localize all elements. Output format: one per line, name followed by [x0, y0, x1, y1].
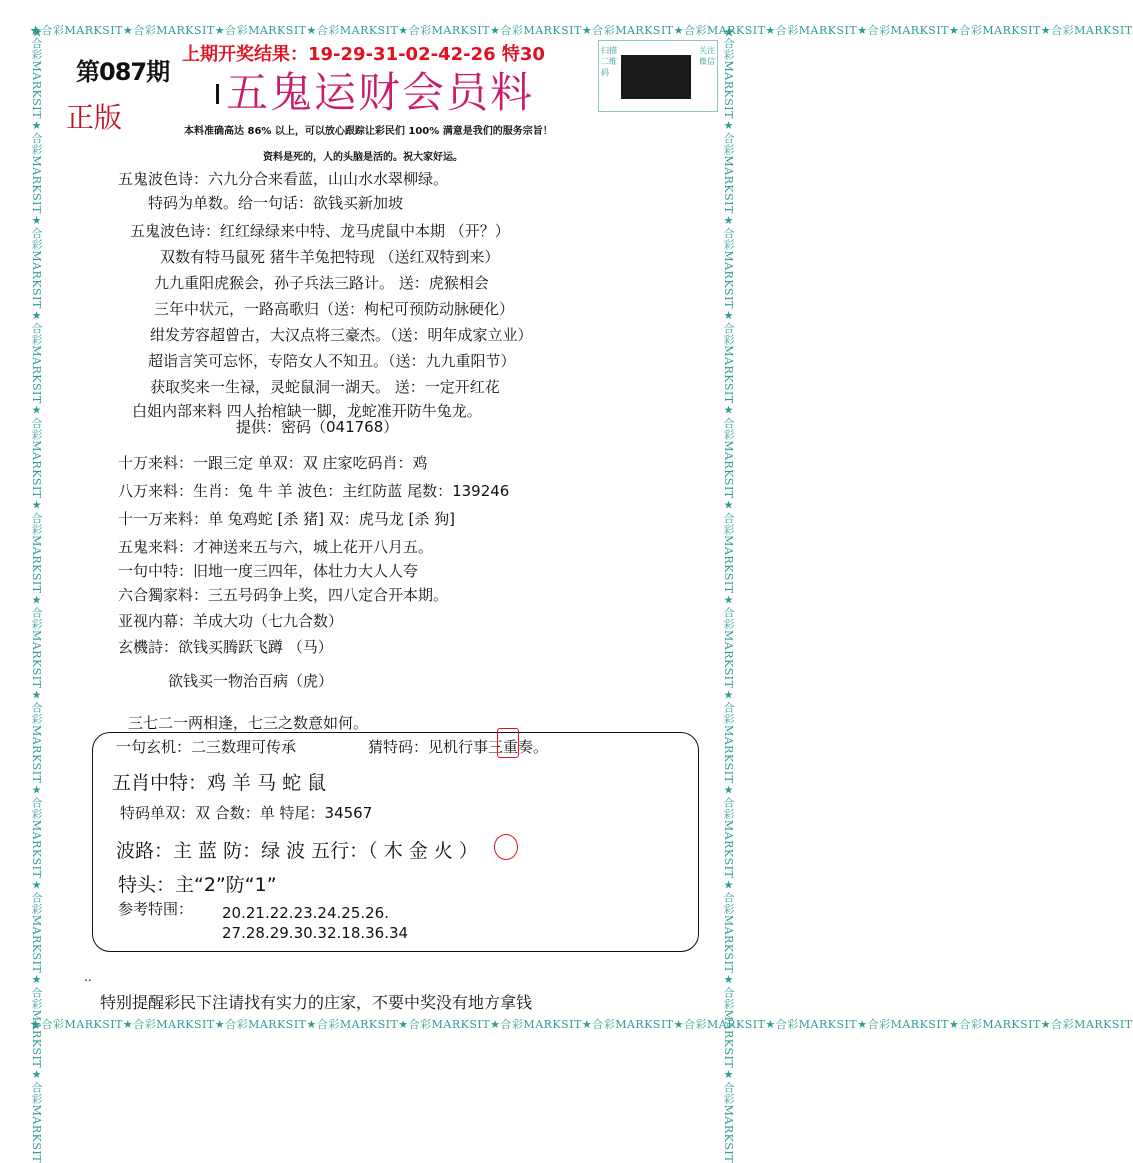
tip-line: 一句中特：旧地一度三四年，体壮力大人人夸 — [118, 562, 419, 580]
tip-line: 十万来料：一跟三定 单双：双 庄家吃码肖：鸡 — [118, 454, 428, 472]
tip-line: 玄機詩：欲钱买腾跃飞蹲 （马） — [118, 638, 333, 656]
brand-title: 五鬼运财会员料 — [226, 68, 535, 117]
closing-reminder: 特别提醒彩民下注请找有实力的庄家，不要中奖没有地方拿钱 — [100, 993, 533, 1012]
five-zodiac-line: 五肖中特：鸡 羊 马 蛇 鼠 — [112, 772, 327, 794]
tip-line: 欲钱买一物治百病（虎） — [168, 672, 334, 690]
red-circle-mark — [494, 834, 518, 860]
qr-left-caption: 扫描二维码 — [601, 46, 617, 77]
tip-line: 十一万来料：单 兔鸡蛇 [杀 猪] 双：虎马龙 [杀 狗] — [118, 510, 456, 528]
poem-line: 双数有特马鼠死 猪牛羊兔把特现 （送红双特到来） — [160, 248, 500, 266]
poem-line: 获取奖来一生禄，灵蛇鼠洞一湖天。 送：一定开红花 — [150, 378, 500, 396]
accuracy-note: 本料准确高达 86% 以上，可以放心跟踪让彩民们 100% 满意是我们的服务宗旨！ — [184, 126, 553, 137]
poem-line: 超诣言笑可忘怀，专陪女人不知丑。（送：九九重阳节） — [148, 352, 516, 370]
qr-code-icon — [621, 55, 691, 99]
tip-line: 五鬼来料：才神送来五与六，城上花开八月五。 — [118, 538, 434, 556]
brand-divider — [216, 84, 219, 104]
qr-code-panel — [598, 40, 718, 112]
guess-line: 猜特码：见机行事三重奏。 — [368, 738, 549, 756]
riddle-line: 一句玄机：二三数理可传承 — [116, 738, 297, 756]
edition-label: 正版 — [66, 101, 123, 134]
poem-line: 提供：密码（041768） — [236, 418, 399, 436]
poem-line: 五鬼波色诗：六九分合来看蓝，山山水水翠柳绿。 — [118, 170, 449, 188]
poem-line: 特码为单数。给一句话：欲钱买新加坡 — [148, 194, 404, 212]
poem-line: 绀发芳容超曾古，大汉点将三豪杰。（送：明年成家立业） — [150, 326, 533, 344]
wave-line: 波路：主 蓝 防：绿 波 五行：（ 木 金 火 ） — [116, 840, 478, 862]
tip-line: 亚视内幕：羊成大功（七九合数） — [118, 612, 344, 630]
red-circle-mark — [497, 728, 519, 758]
decorative-dots: .. — [84, 970, 92, 984]
reference-label: 参考特围： — [118, 900, 194, 918]
reference-row: 27.28.29.30.32.18.36.34 — [222, 924, 409, 942]
poem-line: 三年中状元，一路高歌归（送：枸杞可预防动脉硬化） — [154, 300, 515, 318]
good-luck-note: 资料是死的，人的头脑是活的。祝大家好运。 — [263, 152, 463, 163]
previous-result: 上期开奖结果：19-29-31-02-42-26 特30 — [182, 44, 545, 65]
border-bottom-pattern: ★合彩MARKSIT★合彩MARKSIT★合彩MARKSIT★合彩MARKSIT★合彩MARKSIT★合彩MARKSIT★合彩MARKSIT★合彩MARKSIT★合彩MARKSIT★合彩MARKSIT★合彩MARKSIT★合彩MARKSIT — [30, 1018, 1133, 1031]
poem-line: 五鬼波色诗：红红绿绿来中特、龙马虎鼠中本期 （开？） — [130, 222, 510, 240]
border-top-pattern: ★合彩MARKSIT★合彩MARKSIT★合彩MARKSIT★合彩MARKSIT★合彩MARKSIT★合彩MARKSIT★合彩MARKSIT★合彩MARKSIT★合彩MARKSIT★合彩MARKSIT★合彩MARKSIT★合彩MARKSIT — [30, 24, 1133, 37]
head-line: 特头：主“2”防“1” — [118, 874, 277, 896]
tip-line: 六合獨家料：三五号码争上奖，四八定合开本期。 — [118, 586, 449, 604]
qr-right-caption: 关注微信 — [699, 46, 715, 66]
tip-line: 八万来料：生肖：兔 牛 羊 波色：主红防蓝 尾数：139246 — [118, 482, 510, 500]
border-right-pattern: ★合彩MARKSIT★合彩MARKSIT★合彩MARKSIT★合彩MARKSIT★合彩MARKSIT★合彩MARKSIT★合彩MARKSIT★合彩MARKSIT★合彩MARKSIT★合彩MARKSIT★合彩MARKSIT★合彩MARKSIT — [722, 26, 735, 1163]
reference-row: 20.21.22.23.24.25.26. — [222, 904, 389, 922]
poem-line: 白姐内部来料 四人抬棺缺一脚，龙蛇准开防牛兔龙。 — [132, 402, 482, 420]
issue-number: 第087期 — [76, 58, 170, 86]
border-left-pattern: ★合彩MARKSIT★合彩MARKSIT★合彩MARKSIT★合彩MARKSIT★合彩MARKSIT★合彩MARKSIT★合彩MARKSIT★合彩MARKSIT★合彩MARKSIT★合彩MARKSIT★合彩MARKSIT★合彩MARKSIT — [30, 26, 43, 1163]
poem-line: 九九重阳虎猴会，孙子兵法三路计。 送：虎猴相会 — [154, 274, 489, 292]
odd-even-line: 特码单双：双 合数：单 特尾：34567 — [120, 804, 373, 822]
tip-line: 三七二一两相逢，七三之数意如何。 — [128, 714, 369, 732]
